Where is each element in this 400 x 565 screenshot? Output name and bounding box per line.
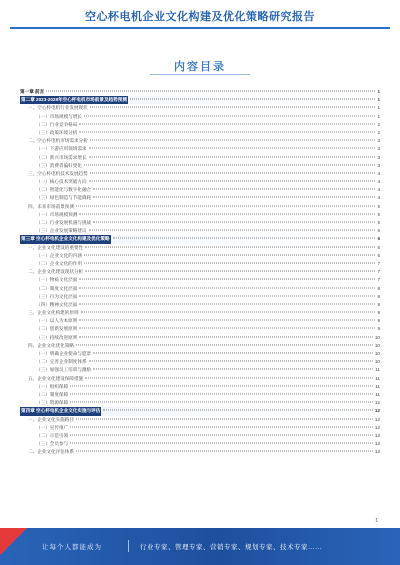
toc-leader-dots bbox=[76, 451, 373, 452]
toc-entry-text: （三）政策环境分析 bbox=[36, 129, 78, 135]
toc-entry-page: 13 bbox=[374, 432, 380, 438]
toc-leader-dots bbox=[84, 262, 375, 263]
toc-entry-text: （一）物质文化层面 bbox=[36, 277, 78, 283]
toc-entry[interactable] bbox=[20, 358, 380, 366]
toc-entry[interactable] bbox=[20, 399, 380, 407]
toc-entry-text: （三）持续改进原则 bbox=[36, 334, 78, 340]
toc-entry-page: 5 bbox=[377, 203, 380, 209]
toc-entry-text: （二）企业文化的作用 bbox=[36, 260, 82, 266]
toc-leader-dots bbox=[76, 418, 373, 419]
toc-entry[interactable] bbox=[20, 154, 380, 162]
toc-entry[interactable] bbox=[20, 145, 380, 153]
toc-entry-page: 10 bbox=[374, 359, 380, 365]
toc-entry[interactable] bbox=[20, 342, 380, 350]
toc-leader-dots bbox=[93, 222, 375, 223]
toc-entry-text: 二、空心杯电机市场需求分析 bbox=[28, 138, 88, 144]
toc-entry[interactable] bbox=[20, 121, 380, 129]
toc-entry[interactable] bbox=[20, 129, 380, 137]
toc-leader-dots bbox=[70, 402, 373, 403]
toc-entry-text: （一）明确企业使命与愿景 bbox=[36, 351, 92, 356]
toc-entry-page: 3 bbox=[377, 162, 380, 168]
toc-entry[interactable] bbox=[20, 170, 380, 178]
toc-leader-dots bbox=[93, 197, 375, 198]
toc-entry-page: 3 bbox=[377, 146, 380, 152]
toc-entry-page: 10 bbox=[374, 351, 380, 356]
toc-entry[interactable] bbox=[20, 104, 380, 112]
toc-entry-text: 二、企业文化建设现状分析 bbox=[28, 269, 84, 275]
toc-entry[interactable] bbox=[20, 211, 380, 219]
table-of-contents bbox=[20, 88, 380, 456]
toc-entry[interactable] bbox=[20, 235, 380, 243]
toc-leader-dots bbox=[79, 336, 373, 337]
toc-entry-page: 3 bbox=[377, 154, 380, 160]
toc-entry-text: （三）行为文化层面 bbox=[36, 293, 78, 299]
toc-entry[interactable] bbox=[20, 432, 380, 440]
toc-entry-page: 4 bbox=[377, 170, 380, 176]
footer-slogan-right: 行业专家、管理专家、营销专家、规划专家、技术专家…… bbox=[140, 544, 322, 551]
toc-entry-page: 6 bbox=[377, 228, 380, 234]
toc-entry-page: 6 bbox=[377, 252, 380, 258]
toc-leader-dots bbox=[89, 230, 376, 231]
toc-entry-text: 一、空心杯电机行业发展现状 bbox=[28, 105, 88, 111]
toc-entry[interactable] bbox=[20, 137, 380, 145]
toc-entry-page: 12 bbox=[374, 424, 380, 430]
toc-leader-dots bbox=[113, 238, 376, 239]
toc-entry[interactable] bbox=[20, 366, 380, 374]
toc-entry-page: 5 bbox=[377, 220, 380, 225]
toc-entry-page: 12 bbox=[374, 400, 380, 406]
toc-leader-dots bbox=[79, 328, 375, 329]
toc-entry-page: 4 bbox=[377, 195, 380, 201]
toc-entry[interactable] bbox=[20, 350, 380, 358]
toc-entry[interactable] bbox=[20, 325, 380, 333]
toc-entry[interactable] bbox=[20, 203, 380, 211]
toc-entry-page: 11 bbox=[375, 375, 380, 381]
toc-leader-dots bbox=[90, 107, 376, 108]
toc-leader-dots bbox=[85, 377, 373, 378]
page-number: 1 bbox=[375, 518, 378, 524]
toc-leader-dots bbox=[90, 140, 376, 141]
toc-entry[interactable] bbox=[20, 301, 380, 309]
toc-entry-text: 第三章 空心杯电机企业文化构建及优化策略 bbox=[20, 235, 111, 243]
toc-entry-page: 11 bbox=[375, 391, 380, 397]
toc-entry-text: （二）完善企业制度体系 bbox=[36, 359, 87, 365]
toc-entry-page: 12 bbox=[374, 416, 380, 422]
toc-entry-page: 8 bbox=[377, 285, 380, 291]
toc-entry-text: 三、空心杯电机技术发展趋势 bbox=[28, 170, 88, 176]
toc-leader-dots bbox=[79, 123, 375, 124]
toc-entry-page: 9 bbox=[377, 326, 380, 332]
toc-entry-page: 10 bbox=[374, 342, 380, 348]
toc-entry[interactable] bbox=[20, 407, 380, 415]
toc-entry-text: （一）宣传推广 bbox=[36, 424, 69, 430]
toc-entry-page: 4 bbox=[377, 179, 380, 185]
toc-entry-page: 8 bbox=[377, 301, 380, 307]
toc-entry-text: 四、企业文化优化策略 bbox=[28, 342, 74, 348]
toc-leader-dots bbox=[93, 189, 375, 190]
toc-entry-page: 13 bbox=[374, 441, 380, 447]
toc-entry-text: （一）市场规模预测 bbox=[36, 211, 78, 217]
toc-entry-text: （一）下游应用领域需求 bbox=[36, 146, 87, 152]
toc-entry-text: （一）市场规模与增长 bbox=[36, 113, 82, 119]
toc-leader-dots bbox=[76, 344, 373, 345]
toc-entry[interactable] bbox=[20, 113, 380, 121]
toc-leader-dots bbox=[84, 115, 375, 116]
toc-entry-text: （三）消费者偏好变化 bbox=[36, 162, 82, 168]
toc-leader-dots bbox=[79, 303, 375, 304]
toc-leader-dots bbox=[81, 312, 376, 313]
toc-entry[interactable] bbox=[20, 440, 380, 448]
toc-leader-dots bbox=[89, 148, 376, 149]
toc-entry-page: 8 bbox=[377, 293, 380, 299]
toc-leader-dots bbox=[79, 213, 375, 214]
toc-entry-text: 四、未来市场前景预测 bbox=[28, 203, 74, 209]
toc-entry-page: 6 bbox=[377, 244, 380, 250]
toc-entry-text: （二）智能化与数字化融合 bbox=[36, 187, 92, 193]
toc-entry[interactable] bbox=[20, 194, 380, 202]
toc-leader-dots bbox=[70, 393, 373, 394]
toc-entry[interactable] bbox=[20, 391, 380, 399]
toc-entry-page: 2 bbox=[377, 129, 380, 135]
toc-entry-page: 10 bbox=[374, 334, 380, 340]
toc-entry[interactable] bbox=[20, 334, 380, 342]
toc-entry[interactable] bbox=[20, 276, 380, 284]
toc-leader-dots bbox=[84, 164, 375, 165]
toc-leader-dots bbox=[85, 246, 375, 247]
toc-entry[interactable] bbox=[20, 186, 380, 194]
toc-entry[interactable] bbox=[20, 178, 380, 186]
toc-entry[interactable] bbox=[20, 285, 380, 293]
toc-entry-page: 2 bbox=[377, 121, 380, 127]
toc-heading-underline bbox=[150, 74, 250, 75]
toc-entry-page: 7 bbox=[377, 269, 380, 275]
toc-entry-text: （一）核心技术突破方向 bbox=[36, 179, 87, 185]
toc-entry-page: 11 bbox=[375, 367, 380, 373]
toc-entry-text: （一）企业文化的内涵 bbox=[36, 252, 82, 258]
toc-entry[interactable] bbox=[20, 244, 380, 252]
toc-leader-dots bbox=[79, 131, 375, 132]
header-rule bbox=[10, 27, 390, 29]
toc-entry-text: 二、企业文化评估体系 bbox=[28, 449, 74, 455]
toc-entry[interactable] bbox=[20, 309, 380, 317]
toc-leader-dots bbox=[79, 279, 375, 280]
footer-corner-decoration bbox=[0, 528, 30, 565]
page-header bbox=[0, 0, 400, 38]
toc-entry-text: （二）制度文化层面 bbox=[36, 285, 78, 291]
toc-entry[interactable] bbox=[20, 162, 380, 170]
toc-leader-dots bbox=[79, 287, 375, 288]
toc-entry[interactable] bbox=[20, 448, 380, 456]
toc-entry-page: 7 bbox=[377, 277, 380, 283]
toc-entry-text: （一）组织保障 bbox=[36, 383, 69, 389]
toc-entry-text: （三）全员参与 bbox=[36, 441, 69, 447]
toc-leader-dots bbox=[70, 434, 373, 435]
toc-entry-text: 第二章 2023-2028年空心杯电机市场前景及趋势预测 bbox=[20, 96, 128, 104]
toc-entry[interactable] bbox=[20, 88, 380, 96]
toc-entry-text: （三）绿色制造与节能降耗 bbox=[36, 195, 92, 201]
toc-leader-dots bbox=[130, 99, 376, 100]
toc-entry[interactable] bbox=[20, 252, 380, 260]
toc-leader-dots bbox=[93, 369, 373, 370]
toc-entry-text: 三、企业文化构建的原则 bbox=[28, 310, 79, 316]
toc-leader-dots bbox=[84, 254, 375, 255]
toc-entry[interactable] bbox=[20, 96, 380, 104]
report-title: 空心杯电机企业文化构建及优化策略研究报告 bbox=[85, 11, 315, 23]
toc-leader-dots bbox=[89, 181, 376, 182]
footer-slogan-left: 让每个人都能成为 bbox=[42, 544, 102, 551]
toc-leader-dots bbox=[76, 205, 375, 206]
toc-entry-text: （二）制度保障 bbox=[36, 391, 69, 397]
toc-entry-text: （三）企业发展策略建议 bbox=[36, 228, 87, 234]
toc-leader-dots bbox=[79, 320, 375, 321]
toc-entry[interactable] bbox=[20, 383, 380, 391]
toc-entry-page: 13 bbox=[374, 449, 380, 455]
toc-entry[interactable] bbox=[20, 227, 380, 235]
toc-entry-text: （二）行业发展机遇与挑战 bbox=[36, 220, 92, 225]
toc-entry-text: 第一章 前言 bbox=[20, 89, 45, 94]
toc-entry-text: （二）行业竞争格局 bbox=[36, 121, 78, 127]
toc-entry-text: 五、企业文化建设保障措施 bbox=[28, 375, 84, 381]
toc-entry-page: 4 bbox=[377, 187, 380, 193]
toc-entry-page: 9 bbox=[377, 318, 380, 324]
toc-leader-dots bbox=[85, 271, 375, 272]
toc-entry-text: （三）加强员工培训与激励 bbox=[36, 367, 92, 373]
toc-entry-text: （四）精神文化层面 bbox=[36, 301, 78, 307]
toc-entry-text: （二）新兴市场需求增长 bbox=[36, 154, 87, 160]
toc-entry-text: 一、企业文化建设的重要性 bbox=[28, 244, 84, 250]
toc-entry[interactable] bbox=[20, 416, 380, 424]
toc-entry-text: （二）创新发展原则 bbox=[36, 326, 78, 332]
page-footer bbox=[0, 528, 400, 565]
toc-leader-dots bbox=[89, 361, 373, 362]
toc-entry[interactable] bbox=[20, 268, 380, 276]
toc-leader-dots bbox=[70, 426, 373, 427]
toc-leader-dots bbox=[79, 295, 375, 296]
toc-entry-text: （一）以人为本原则 bbox=[36, 318, 78, 324]
toc-entry-page: 11 bbox=[375, 383, 380, 389]
toc-entry[interactable] bbox=[20, 424, 380, 432]
toc-entry-page: 3 bbox=[377, 138, 380, 144]
toc-leader-dots bbox=[46, 91, 375, 92]
toc-entry[interactable] bbox=[20, 375, 380, 383]
toc-leader-dots bbox=[70, 443, 373, 444]
toc-entry-page: 6 bbox=[377, 236, 380, 242]
toc-entry-page: 5 bbox=[377, 211, 380, 217]
toc-entry[interactable] bbox=[20, 260, 380, 268]
toc-entry[interactable] bbox=[20, 219, 380, 227]
footer-divider bbox=[128, 540, 129, 552]
toc-entry-page: 12 bbox=[374, 408, 380, 414]
toc-entry-text: （二）示范引领 bbox=[36, 432, 69, 438]
toc-entry[interactable] bbox=[20, 317, 380, 325]
toc-entry-text: （三）资源保障 bbox=[36, 400, 69, 406]
toc-entry-page: 9 bbox=[377, 310, 380, 316]
toc-entry[interactable] bbox=[20, 293, 380, 301]
toc-entry-page: 1 bbox=[377, 113, 380, 119]
toc-heading: 内容目录 bbox=[174, 61, 226, 73]
toc-entry-text: 第四章 空心杯电机企业文化实施与评估 bbox=[20, 407, 101, 415]
toc-entry-page: 1 bbox=[377, 89, 380, 94]
toc-entry-page: 1 bbox=[377, 105, 380, 111]
toc-leader-dots bbox=[93, 353, 373, 354]
toc-entry-page: 1 bbox=[377, 97, 380, 103]
toc-leader-dots bbox=[70, 385, 373, 386]
toc-leader-dots bbox=[103, 410, 373, 411]
toc-leader-dots bbox=[89, 156, 376, 157]
toc-entry-page: 7 bbox=[377, 260, 380, 266]
toc-leader-dots bbox=[90, 172, 376, 173]
toc-entry-text: 一、企业文化实施路径 bbox=[28, 416, 74, 422]
